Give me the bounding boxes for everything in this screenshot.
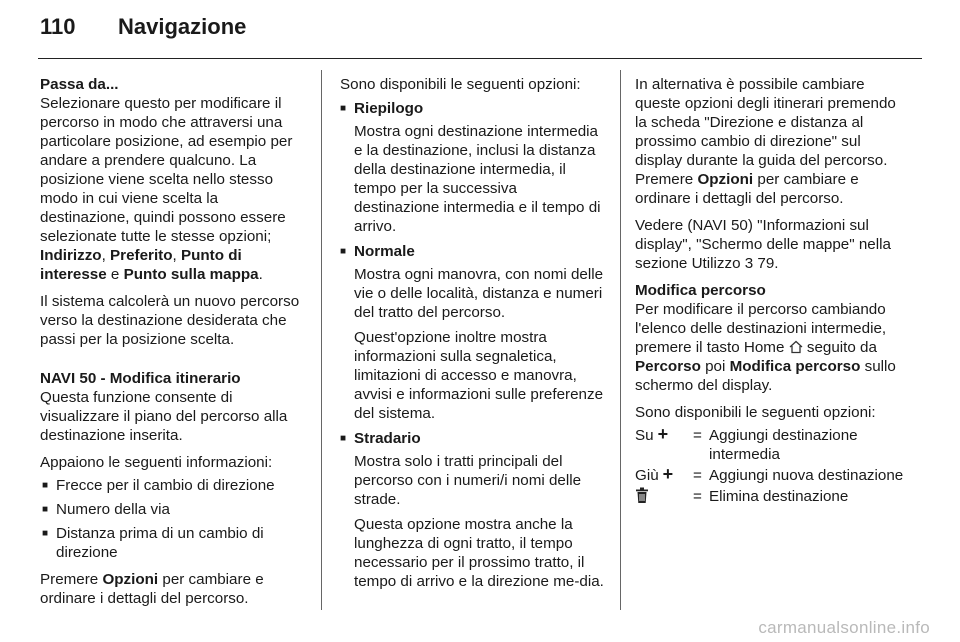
definition-key: Giù <box>635 467 659 484</box>
equals-sign: = <box>693 427 702 444</box>
paragraph: Mostra solo i tratti principali del percorso con i numeri/i nomi delle strade. <box>354 453 582 508</box>
option-title: Normale <box>354 243 415 260</box>
plus-icon: + <box>657 424 669 444</box>
text: per cambiare e ordinare i dettagli del percorso. <box>635 171 859 207</box>
definition-row <box>635 426 905 464</box>
option-title: Riepilogo <box>354 100 424 117</box>
bullet-icon: ■ <box>340 246 347 257</box>
option-stradario <box>340 429 605 591</box>
section-modifica-percorso <box>635 281 905 506</box>
definition-row <box>635 466 905 485</box>
info-list <box>40 476 310 562</box>
option-opzioni: Opzioni <box>697 171 754 188</box>
paragraph: Appaiono le seguenti informazioni: <box>40 454 273 471</box>
paragraph: Questa opzione mostra anche la lunghezza di ogni tratto, il tempo necessario per il prossimo tratto, il tempo di arrivo e la direzione me-dia. <box>354 516 604 590</box>
paragraph: Sono disponibili le seguenti opzioni: <box>340 76 581 93</box>
page-header <box>40 14 246 48</box>
equals-sign: = <box>693 488 702 505</box>
option-normale <box>340 242 605 423</box>
list-item: ■ Distanza prima di un cambio di direzione <box>40 524 310 562</box>
option-modifica-percorso: Modifica percorso <box>729 358 861 375</box>
trash-icon <box>635 487 649 504</box>
option-indirizzo: Indirizzo <box>40 247 102 264</box>
equals-sign: = <box>693 467 702 484</box>
section-modifica-itinerario <box>40 369 310 608</box>
option-riepilogo <box>340 99 605 236</box>
definition-key: Su <box>635 427 654 444</box>
text: e <box>106 266 124 283</box>
column-2 <box>340 75 605 597</box>
text: seguito da <box>802 339 877 356</box>
section-heading: Modifica percorso <box>635 282 766 299</box>
text: Vedere (NAVI 50) "Informazioni sul display", "Schermo delle mappe" nella sezione Utilizzo <box>635 217 891 272</box>
paragraph <box>635 75 905 208</box>
paragraph <box>635 300 905 395</box>
section-heading: NAVI 50 - Modifica itinerario <box>40 370 241 387</box>
page-number: 110 <box>40 14 76 39</box>
paragraph: Questa funzione consente di visualizzare il piano del percorso alla destinazione inserita. <box>40 389 288 444</box>
page-title: Navigazione <box>118 14 247 39</box>
bullet-icon: ■ <box>340 103 347 114</box>
section-passa-da <box>40 75 310 349</box>
home-icon <box>789 340 803 354</box>
header-rule <box>38 58 922 59</box>
definition-row <box>635 487 905 506</box>
option-punto-sulla-mappa: Punto sulla mappa <box>123 266 259 283</box>
list-item: ■ Frecce per il cambio di direzione <box>40 476 310 495</box>
text: In alternativa è possibile cambiare queste opzioni degli itinerari premendo la scheda "Direzione e distanza al prossimo cambio di direzione" sul display durante la guida del percorso. Premere <box>635 76 896 188</box>
text: , <box>101 247 111 264</box>
text: Premere <box>40 571 103 588</box>
options-definition-list <box>635 426 905 506</box>
paragraph: Mostra ogni manovra, con nomi delle vie o delle località, distanza e numeri del tratto del percorso. <box>354 266 604 321</box>
paragraph <box>40 94 310 284</box>
page-reference-link[interactable]: 3 79. <box>744 255 779 272</box>
text: Per modificare il percorso cambiando l'elenco delle destinazioni intermedie, premere il tasto Home <box>635 301 887 356</box>
column-divider <box>321 70 322 610</box>
column-divider <box>620 70 621 610</box>
section-heading: Passa da... <box>40 76 119 93</box>
definition-value: Aggiungi destinazione intermedia <box>709 427 858 463</box>
option-title: Stradario <box>354 430 421 447</box>
option-opzioni: Opzioni <box>102 571 159 588</box>
column-1 <box>40 75 310 616</box>
column-3 <box>635 75 905 508</box>
watermark: carmanualsonline.info <box>758 618 930 637</box>
text: sullo schermo del display. <box>635 358 896 394</box>
option-preferito: Preferito <box>110 247 173 264</box>
option-percorso: Percorso <box>635 358 701 375</box>
text: . <box>258 266 263 283</box>
definition-value: Elimina destinazione <box>709 488 849 505</box>
text: per cambiare e ordinare i dettagli del percorso. <box>40 571 264 607</box>
paragraph: Mostra ogni destinazione intermedia e la destinazione, inclusi la distanza della destinazione intermedia, il tempo per la successiva destinazione intermedia e il tempo di arrivo. <box>354 123 601 235</box>
paragraph <box>40 570 310 608</box>
text: , <box>172 247 181 264</box>
text: poi <box>700 358 730 375</box>
definition-value: Aggiungi nuova destinazione <box>709 467 904 484</box>
option-punto-di-interesse: Punto di interesse <box>40 247 242 283</box>
paragraph: Il sistema calcolerà un nuovo percorso verso la destinazione desiderata che passi per la posizione scelta. <box>40 293 300 348</box>
text: Selezionare questo per modificare il percorso in modo che attraversi una particolare posizione, ad esempio per andare a prendere qualcuno. La posizione viene scelta nello stesso modo in cui viene scelta la destinazione, quindi possono essere selezionate tutte le stesse opzioni; <box>40 95 293 245</box>
plus-icon: + <box>662 464 674 484</box>
paragraph: Quest'opzione inoltre mostra informazioni sulla segnaletica, limitazioni di accesso e manovra, avvisi e informazioni sulle preferenze del sistema. <box>354 329 604 422</box>
paragraph: Sono disponibili le seguenti opzioni: <box>635 404 876 421</box>
bullet-icon: ■ <box>340 433 347 444</box>
paragraph <box>635 216 905 273</box>
list-item: ■ Numero della via <box>40 500 310 519</box>
